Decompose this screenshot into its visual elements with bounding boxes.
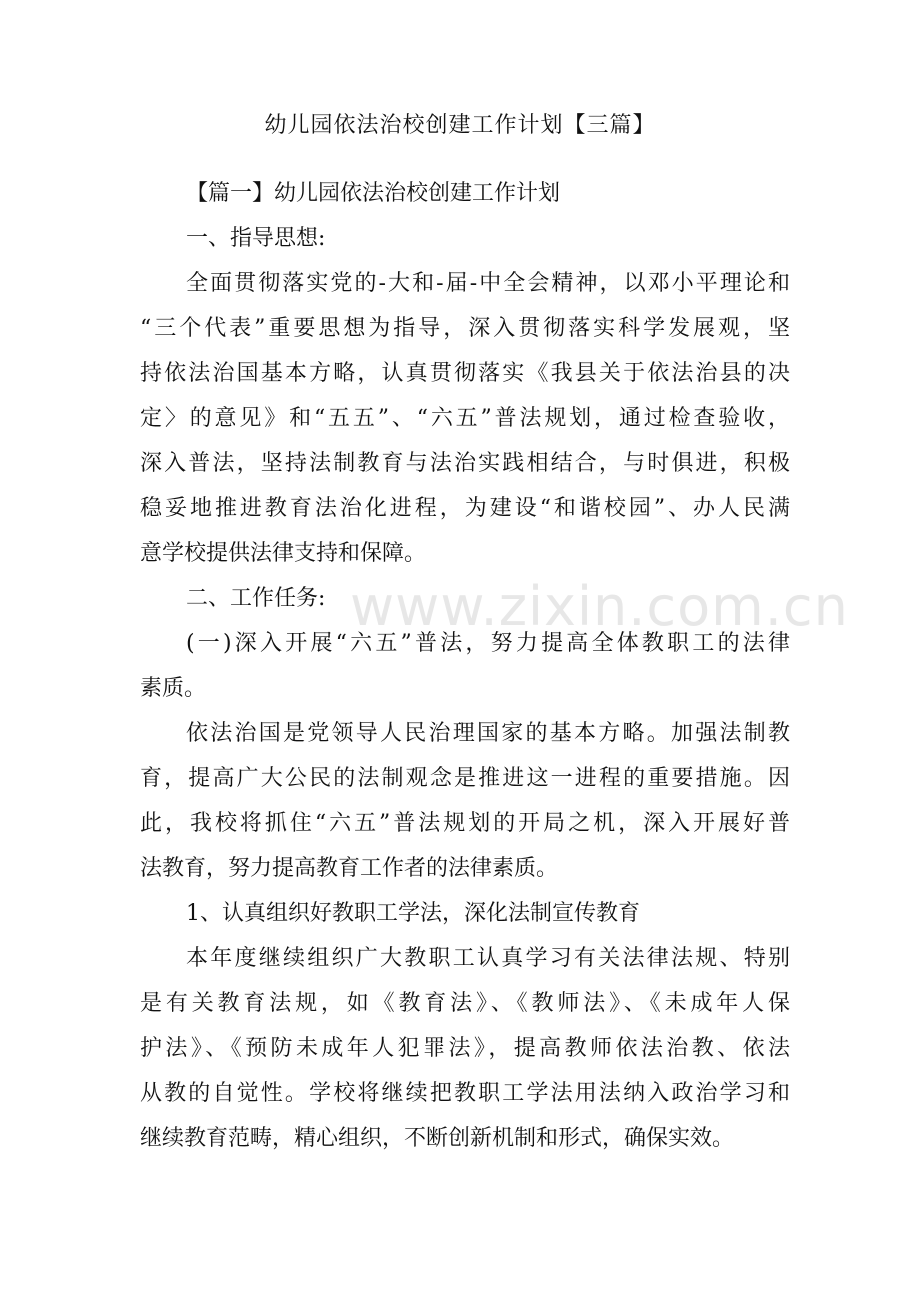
paragraph-line: 是有关教育法规，如《教育法》、《教师法》、《未成年人保 [140, 991, 790, 1016]
paragraph-line: 法教育，努力提高教育工作者的法律素质。 [140, 856, 559, 881]
paragraph-line: 育，提高广大公民的法制观念是推进这一进程的重要措施。因 [140, 766, 790, 791]
subheading-line: (一)深入开展“六五”普法，努力提高全体教职工的法律 [186, 631, 790, 656]
paragraph-line: 意学校提供法律支持和保障。 [140, 541, 427, 566]
subheading-line: 素质。 [140, 676, 207, 701]
paragraph-line: 本年度继续组织广大教职工认真学习有关法律法规、特别 [186, 946, 790, 971]
paragraph-line: 持依法治国基本方略，认真贯彻落实《我县关于依法治县的决 [140, 361, 790, 386]
heading-work-tasks: 二、工作任务: [186, 586, 326, 611]
subheading-item-1: 1、认真组织好教职工学法，深化法制宣传教育 [186, 901, 640, 926]
paragraph-line: 深入普法，坚持法制教育与法治实践相结合，与时俱进，积极 [140, 451, 790, 476]
paragraph-line: 全面贯彻落实党的-大和-届-中全会精神，以邓小平理论和 [186, 271, 790, 296]
paragraph-line: 继续教育范畴，精心组织，不断创新机制和形式，确保实效。 [140, 1126, 735, 1151]
paragraph-line: “三个代表”重要思想为指导，深入贯彻落实科学发展观，坚 [140, 316, 790, 341]
document-title: 幼儿园依法治校创建工作计划【三篇】 [264, 113, 656, 138]
section-heading-part-one: 【篇一】幼儿园依法治校创建工作计划 [186, 181, 561, 206]
paragraph-line: 从教的自觉性。学校将继续把教职工学法用法纳入政治学习和 [140, 1081, 790, 1106]
paragraph-line: 护法》、《预防未成年人犯罪法》，提高教师依法治教、依法 [140, 1036, 790, 1061]
paragraph-line: 依法治国是党领导人民治理国家的基本方略。加强法制教 [186, 721, 790, 746]
paragraph-line: 定〉的意见》和“五五”、“六五”普法规划，通过检查验收， [140, 406, 790, 431]
heading-guiding-ideology: 一、指导思想: [186, 226, 326, 251]
paragraph-line: 稳妥地推进教育法治化进程，为建设“和谐校园”、办人民满 [140, 496, 790, 521]
paragraph-line: 此，我校将抓住“六五”普法规划的开局之机，深入开展好普 [140, 811, 790, 836]
watermark: www.zixin.com.cn [350, 575, 849, 638]
